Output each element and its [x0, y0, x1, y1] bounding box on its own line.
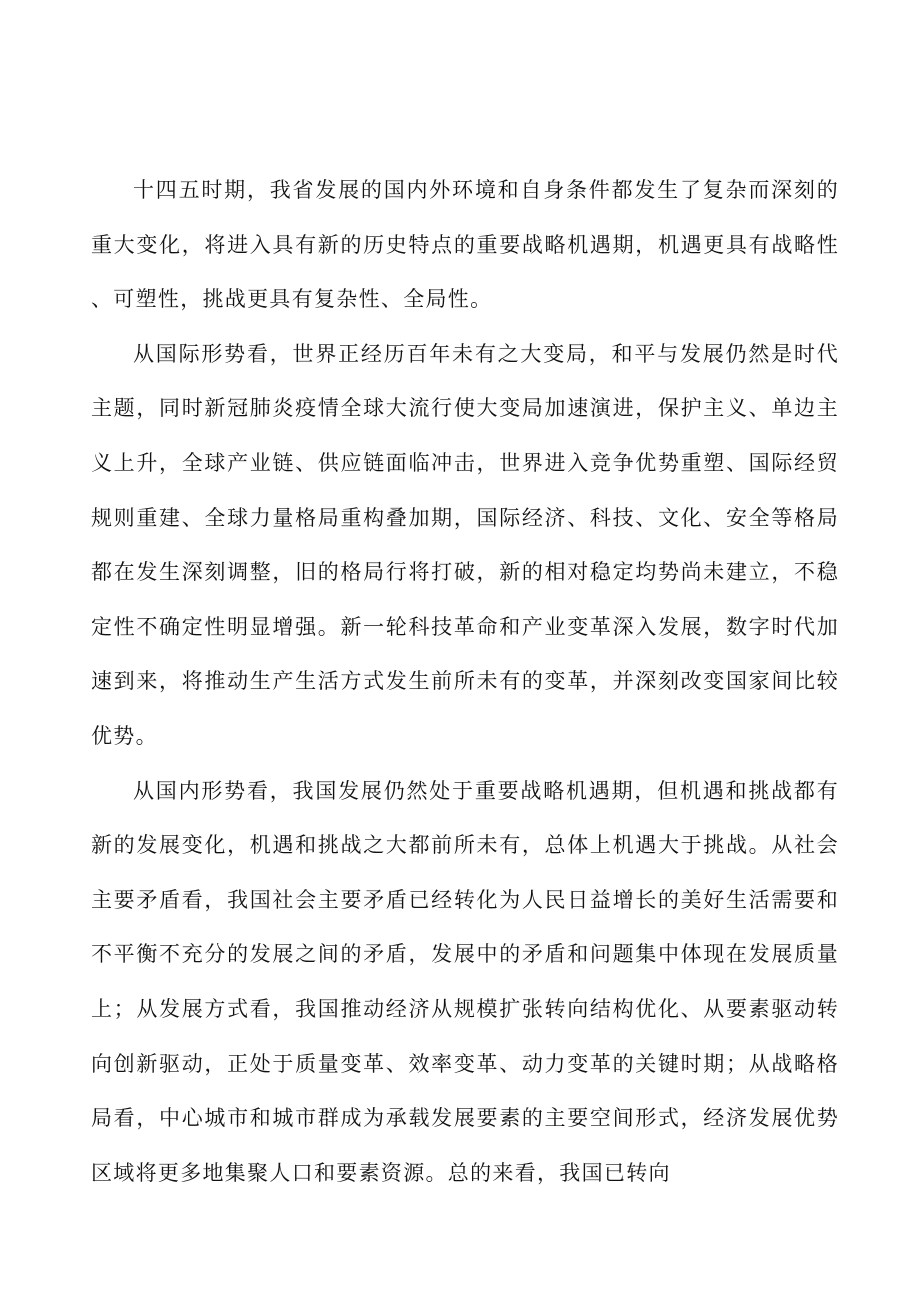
document-body — [91, 163, 839, 1200]
paragraph-intro: 十四五时期，我省发展的国内外环境和自身条件都发生了复杂而深刻的重大变化，将进入具有新的历史特点的重要战略机遇期，机遇更具有战略性、可塑性，挑战更具有复杂性、全局性。 — [91, 178, 839, 312]
paragraph-international-situation: 从国际形势看，世界正经历百年未有之大变局，和平与发展仍然是时代主题，同时新冠肺炎疫情全球大流行使大变局加速演进，保护主义、单边主义上升，全球产业链、供应链面临冲击，世界进入竞争优势重塑、国际经贸规则重建、全球力量格局重构叠加期，国际经济、科技、文化、安全等格局都在发生深刻调整，旧的格局行将打破，新的相对稳定均势尚未建立，不稳定性不确定性明显增强。新一轮科技革命和产业变革深入发展，数字时代加速到来，将推动生产生活方式发生前所未有的变革，并深刻改变国家间比较优势。 — [91, 341, 839, 748]
paragraph-domestic-situation: 从国内形势看，我国发展仍然处于重要战略机遇期，但机遇和挑战都有新的发展变化，机遇和挑战之大都前所未有，总体上机遇大于挑战。从社会主要矛盾看，我国社会主要矛盾已经转化为人民日益增长的美好生活需要和不平衡不充分的发展之间的矛盾，发展中的矛盾和问题集中体现在发展质量上；从发展方式看，我国推动经济从规模扩张转向结构优化、从要素驱动转向创新驱动，正处于质量变革、效率变革、动力变革的关键时期；从战略格局看，中心城市和城市群成为承载发展要素的主要空间形式，经济发展优势区域将更多地集聚人口和要素资源。总的来看，我国已转向 — [91, 778, 839, 1185]
